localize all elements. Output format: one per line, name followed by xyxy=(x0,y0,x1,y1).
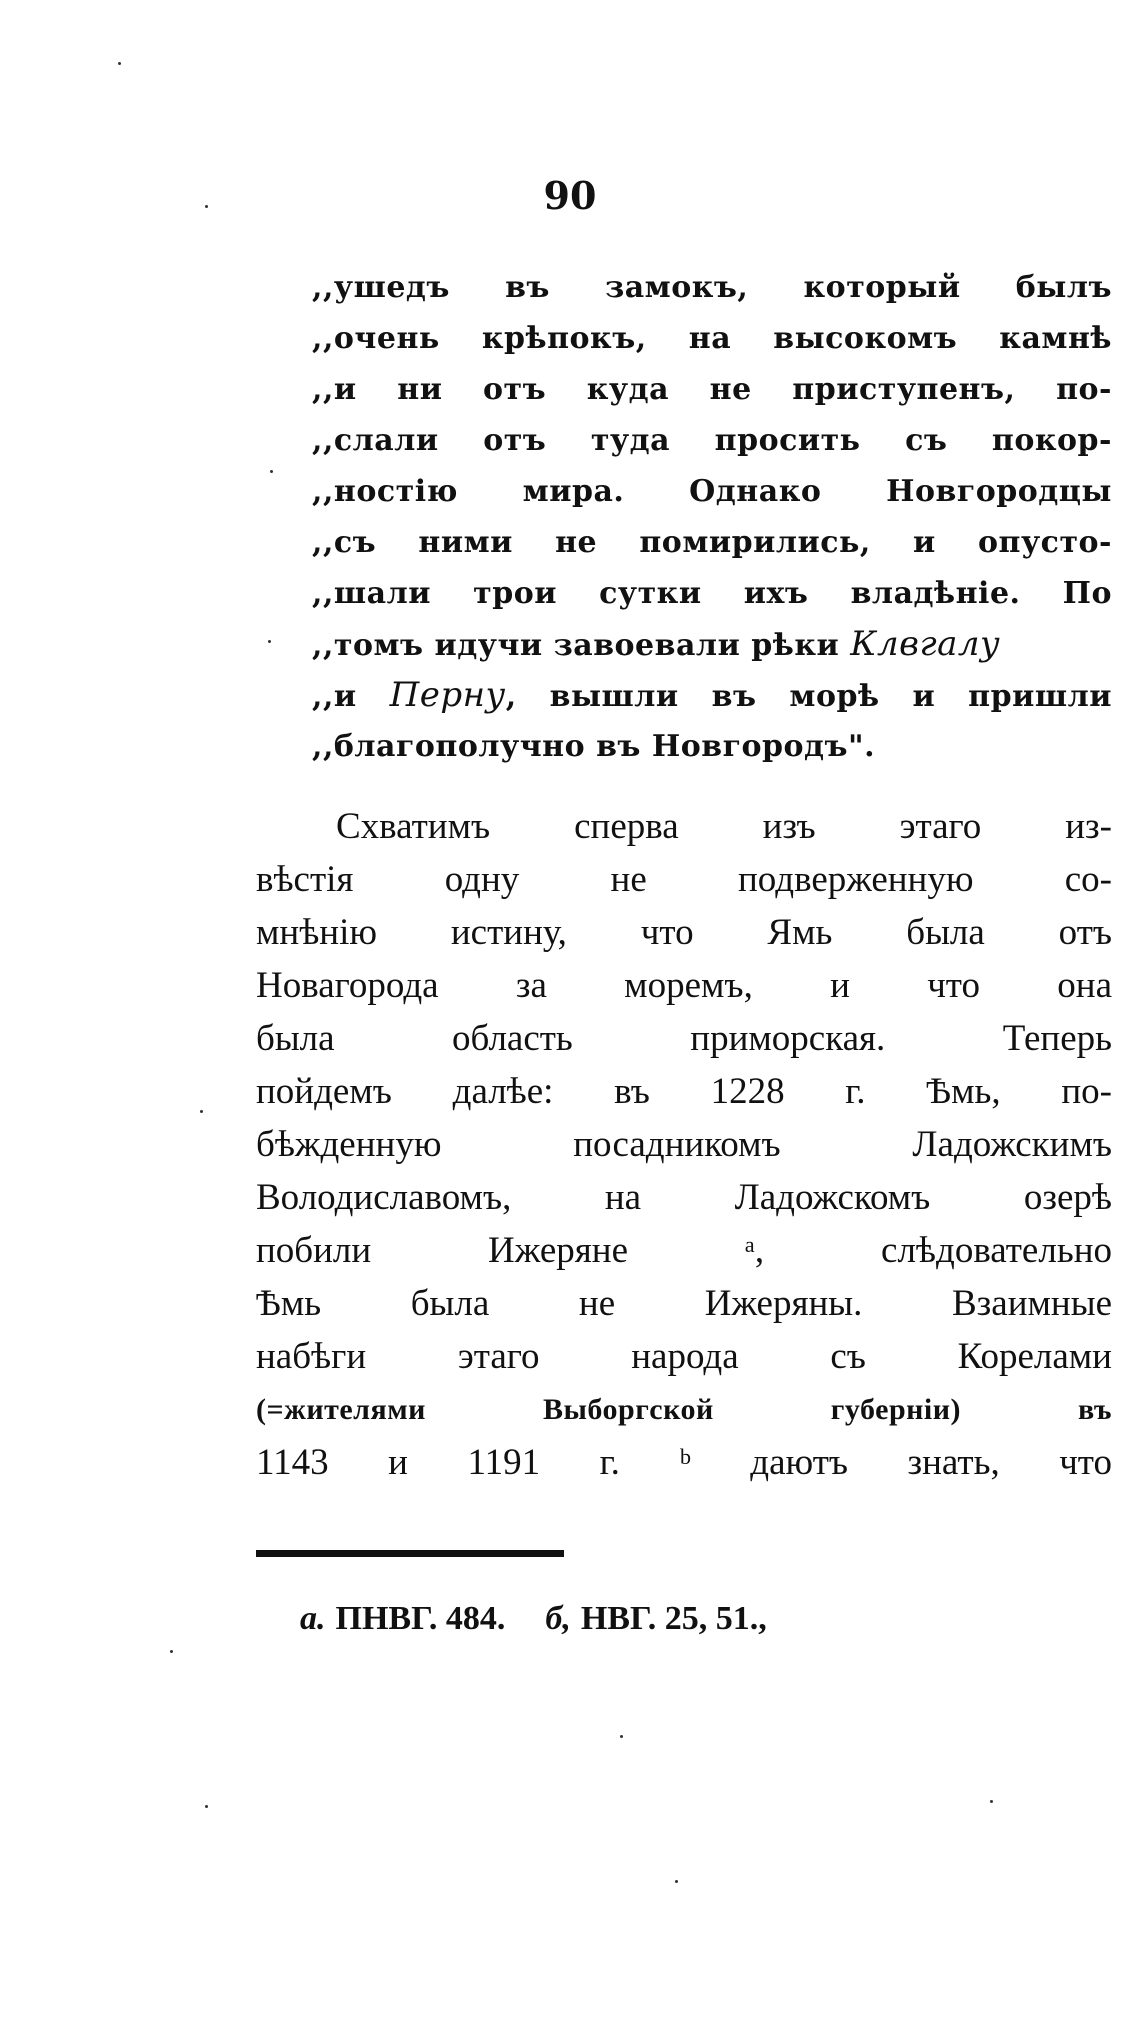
body-line: Схватимъ сперва изъ этаго из- xyxy=(336,806,1112,847)
quote-line: ,,благополучно въ Новгородъ". xyxy=(312,729,876,764)
footnote-a-text: ПНВГ. 484. xyxy=(335,1600,506,1637)
body-line: Володиславомъ, на Ладожскомъ озерѣ xyxy=(256,1177,1112,1218)
scan-speck xyxy=(200,1110,203,1113)
footnote-b-text: НВГ. 25, 51., xyxy=(580,1600,767,1637)
scan-speck xyxy=(118,62,121,65)
scan-speck xyxy=(170,1650,173,1653)
scan-speck xyxy=(268,640,271,643)
footnote-rule xyxy=(256,1550,564,1557)
body-line: 1143 и 1191 г. ᵇ даютъ знать, что xyxy=(256,1442,1112,1483)
quote-line-end: , вышли въ морѣ и пришли xyxy=(505,679,1112,714)
body-line: побили Ижеряне ᵃ, слѣдовательно xyxy=(256,1230,1112,1271)
quote-line: ,,очень крѣпокъ, на высокомъ камнѣ xyxy=(312,321,1112,356)
quote-line: ,,шали трои сутки ихъ владѣніе. По xyxy=(312,576,1112,611)
body-line: бѣжденную посадникомъ Ладожскимъ xyxy=(256,1124,1112,1165)
scan-speck xyxy=(990,1800,993,1803)
quote-line xyxy=(312,670,1112,721)
quote-line: ,,слали отъ туда просить съ покор- xyxy=(312,423,1112,458)
scan-speck xyxy=(205,1805,208,1808)
body-line: вѣстія одну не подверженную со- xyxy=(256,859,1112,900)
river-name-italic: Клвгалу xyxy=(850,624,1001,664)
footnotes xyxy=(300,1595,767,1643)
body-paragraph xyxy=(256,800,1112,1489)
quote-line: ,,съ ними не помирились, и опусто- xyxy=(312,525,1112,560)
footnote-a-mark: a. xyxy=(300,1600,326,1637)
quoted-chronicle-passage xyxy=(312,262,1112,772)
quote-line-start: ,,и xyxy=(312,679,390,714)
body-line: пойдемъ далѣе: въ 1228 г. Ѣмь, по- xyxy=(256,1071,1112,1112)
quote-line: ,,и ни отъ куда не приступенъ, по- xyxy=(312,372,1112,407)
quote-line xyxy=(312,619,1112,670)
body-line: Новагорода за моремъ, и что она xyxy=(256,965,1112,1006)
river-name-italic: Перну xyxy=(389,675,506,715)
body-line: мнѣнію истину, что Ямь была отъ xyxy=(256,912,1112,953)
scan-speck xyxy=(620,1735,623,1738)
footnote-b-mark: б, xyxy=(545,1600,571,1637)
quote-line-text: ,,томъ идучи завоевали рѣки xyxy=(312,628,851,663)
body-line: Ѣмь была не Ижеряны. Взаимные xyxy=(256,1283,1112,1324)
page-number: 90 xyxy=(543,173,597,218)
scan-speck xyxy=(270,470,273,473)
body-line: (=жителями Выборгской губерніи) въ xyxy=(256,1393,1112,1426)
body-line: была область приморская. Теперь xyxy=(256,1018,1112,1059)
scan-speck xyxy=(205,205,208,208)
body-line: набѣги этаго народа съ Корелами xyxy=(256,1336,1112,1377)
quote-line: ,,ностію мира. Однако Новгородцы xyxy=(312,474,1112,509)
scan-speck xyxy=(675,1880,678,1883)
quote-line: ,,ушедъ въ замокъ, который былъ xyxy=(312,270,1112,305)
